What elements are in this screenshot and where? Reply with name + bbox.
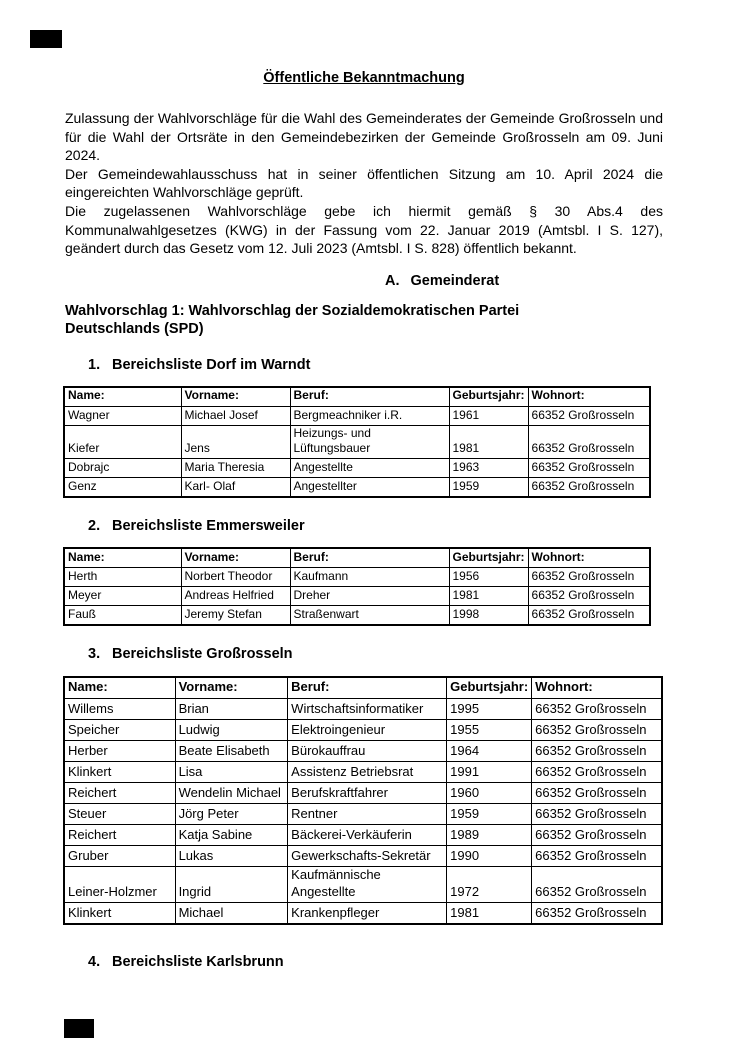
table-cell: Klinkert (64, 761, 175, 782)
bereichsliste-3-title: Bereichsliste Großrosseln (112, 645, 293, 662)
table-cell: Fauß (64, 605, 181, 625)
wahlvorschlag-1-heading (65, 302, 663, 338)
table-cell: Dobrajc (64, 458, 181, 477)
bereichsliste-2-title: Bereichsliste Emmersweiler (112, 517, 305, 534)
document-title: Öffentliche Bekanntmachung (263, 70, 465, 86)
table-cell: Angestellter (290, 477, 449, 497)
table-cell: 66352 Großrosseln (532, 866, 662, 902)
redaction-mark-bottom (64, 1019, 94, 1038)
table-cell: Kiefer (64, 425, 181, 458)
table-cell: 1961 (449, 406, 528, 425)
table-cell: Reichert (64, 824, 175, 845)
bereichsliste-1-title: Bereichsliste Dorf im Warndt (112, 356, 311, 373)
table-cell: 66352 Großrosseln (532, 845, 662, 866)
table-cell: 66352 Großrosseln (532, 803, 662, 824)
table-row (64, 477, 650, 497)
column-header: Beruf: (288, 677, 447, 699)
column-header: Vorname: (181, 387, 290, 407)
table-cell: Gewerkschafts-Sekretär (288, 845, 447, 866)
document-content (65, 0, 663, 970)
table-cell: Krankenpfleger (288, 902, 447, 924)
table-cell: 1972 (447, 866, 532, 902)
table-header-row (64, 677, 662, 699)
table-row (64, 605, 650, 625)
intro-paragraph-2: Der Gemeindewahlausschuss hat in seiner öffentlichen Sitzung am 10. April 2024 die eingereichten Wahlvorschläge geprüft. (65, 165, 663, 201)
column-header: Wohnort: (532, 677, 662, 699)
table-cell: Jeremy Stefan (181, 605, 290, 625)
table-cell: Meyer (64, 586, 181, 605)
table-cell: Andreas Helfried (181, 586, 290, 605)
column-header: Geburtsjahr: (447, 677, 532, 699)
table-cell: Angestellte (290, 458, 449, 477)
table-cell: 1990 (447, 845, 532, 866)
column-header: Geburtsjahr: (449, 548, 528, 568)
column-header: Vorname: (175, 677, 288, 699)
column-header: Wohnort: (528, 387, 650, 407)
table-cell: Leiner-Holzmer (64, 866, 175, 902)
table-row (64, 824, 662, 845)
table-cell: 1989 (447, 824, 532, 845)
table-row (64, 698, 662, 719)
table-cell: Michael Josef (181, 406, 290, 425)
table-cell: Rentner (288, 803, 447, 824)
section-a-label: Gemeinderat (410, 272, 500, 289)
table-cell: Berufskraftfahrer (288, 782, 447, 803)
table-cell: Willems (64, 698, 175, 719)
table-cell: Straßenwart (290, 605, 449, 625)
table-cell: 66352 Großrosseln (528, 477, 650, 497)
table-row (64, 586, 650, 605)
table-cell: 66352 Großrosseln (528, 586, 650, 605)
table-row (64, 761, 662, 782)
column-header: Vorname: (181, 548, 290, 568)
bereichsliste-1-heading (65, 357, 663, 373)
table-cell: Beate Elisabeth (175, 740, 288, 761)
table-cell: Jens (181, 425, 290, 458)
table-row (64, 406, 650, 425)
table-cell: 1959 (449, 477, 528, 497)
table-cell: 66352 Großrosseln (532, 719, 662, 740)
table-cell: 1959 (447, 803, 532, 824)
table-cell: Genz (64, 477, 181, 497)
table-cell: Ingrid (175, 866, 288, 902)
bereichsliste-2-heading (65, 518, 663, 534)
bereichsliste-3-number: 3. (88, 645, 101, 662)
table-cell: 66352 Großrosseln (528, 425, 650, 458)
table-row (64, 782, 662, 803)
table-row (64, 740, 662, 761)
table-cell: 1960 (447, 782, 532, 803)
table-cell: Brian (175, 698, 288, 719)
table-cell: 66352 Großrosseln (532, 902, 662, 924)
table-cell: Kaufmännische Angestellte (288, 866, 447, 902)
table-cell: 66352 Großrosseln (532, 761, 662, 782)
table-cell: 66352 Großrosseln (532, 740, 662, 761)
table-cell: 66352 Großrosseln (528, 605, 650, 625)
table-cell: 66352 Großrosseln (532, 824, 662, 845)
intro-paragraph-3: Die zugelassenen Wahlvorschläge gebe ich hiermit gemäß § 30 Abs.4 des Kommunalwahlgesetzes (KWG) in der Fassung vom 22. Januar 2019 (Amtsbl. I S. 127), geändert durch das Gesetz vom 12. Juli 2023 (Amtsbl. I S. 828) öffentlich bekannt. (65, 202, 663, 257)
table-cell: 66352 Großrosseln (532, 698, 662, 719)
column-header: Beruf: (290, 387, 449, 407)
table-cell: Katja Sabine (175, 824, 288, 845)
table-cell: Michael (175, 902, 288, 924)
table-cell: Lisa (175, 761, 288, 782)
table-row (64, 902, 662, 924)
table-cell: Norbert Theodor (181, 567, 290, 586)
table-cell: Steuer (64, 803, 175, 824)
section-a-heading (385, 273, 663, 289)
column-header: Beruf: (290, 548, 449, 568)
table-cell: 1964 (447, 740, 532, 761)
table-cell: Wendelin Michael (175, 782, 288, 803)
table-cell: Assistenz Betriebsrat (288, 761, 447, 782)
table-cell: Klinkert (64, 902, 175, 924)
table-cell: Reichert (64, 782, 175, 803)
table-cell: Kaufmann (290, 567, 449, 586)
table-dorf-im-warndt (63, 386, 651, 498)
table-cell: Herth (64, 567, 181, 586)
table-cell: 1981 (449, 586, 528, 605)
redaction-mark-top (30, 30, 62, 48)
table-cell: Karl- Olaf (181, 477, 290, 497)
table-cell: Lukas (175, 845, 288, 866)
table-cell: Wagner (64, 406, 181, 425)
bereichsliste-2-number: 2. (88, 517, 101, 534)
table-cell: Bäckerei-Verkäuferin (288, 824, 447, 845)
section-a-number: A. (385, 272, 400, 289)
column-header: Name: (64, 548, 181, 568)
wahlvorschlag-1-heading-line1: Wahlvorschlag 1: Wahlvorschlag der Sozialdemokratischen Partei (65, 302, 520, 319)
table-row (64, 425, 650, 458)
table-cell: Herber (64, 740, 175, 761)
table-cell: Gruber (64, 845, 175, 866)
table-cell: Heizungs- und Lüftungsbauer (290, 425, 449, 458)
column-header: Name: (64, 677, 175, 699)
wahlvorschlag-1-heading-line2: Deutschlands (SPD) (65, 320, 204, 337)
table-row (64, 567, 650, 586)
table-header-row (64, 548, 650, 568)
table-row (64, 719, 662, 740)
table-cell: Dreher (290, 586, 449, 605)
table-grossrosseln (63, 676, 663, 925)
bereichsliste-3-heading (65, 646, 663, 662)
table-row (64, 458, 650, 477)
table-cell: 1998 (449, 605, 528, 625)
table-cell: Bürokauffrau (288, 740, 447, 761)
table-row (64, 803, 662, 824)
column-header: Wohnort: (528, 548, 650, 568)
table-cell: Wirtschaftsinformatiker (288, 698, 447, 719)
table-cell: 1991 (447, 761, 532, 782)
bereichsliste-4-title: Bereichsliste Karlsbrunn (112, 953, 284, 970)
bereichsliste-4-heading (65, 954, 663, 970)
table-emmersweiler (63, 547, 651, 626)
table-cell: 66352 Großrosseln (528, 567, 650, 586)
table-cell: 66352 Großrosseln (528, 458, 650, 477)
table-cell: 1981 (449, 425, 528, 458)
table-header-row (64, 387, 650, 407)
table-cell: 1995 (447, 698, 532, 719)
column-header: Name: (64, 387, 181, 407)
table-cell: 66352 Großrosseln (532, 782, 662, 803)
table-cell: 1981 (447, 902, 532, 924)
intro-paragraph-1: Zulassung der Wahlvorschläge für die Wahl des Gemeinderates der Gemeinde Großrosseln und für die Wahl der Ortsräte in den Gemeindebezirken der Gemeinde Großrosseln am 09. Juni 2024. (65, 110, 663, 164)
table-cell: 1956 (449, 567, 528, 586)
table-row (64, 845, 662, 866)
table-cell: Ludwig (175, 719, 288, 740)
table-cell: Elektroingenieur (288, 719, 447, 740)
table-cell: Bergmeachniker i.R. (290, 406, 449, 425)
table-cell: 1955 (447, 719, 532, 740)
table-cell: Jörg Peter (175, 803, 288, 824)
column-header: Geburtsjahr: (449, 387, 528, 407)
table-row (64, 866, 662, 902)
bereichsliste-1-number: 1. (88, 356, 101, 373)
table-cell: Maria Theresia (181, 458, 290, 477)
table-cell: 66352 Großrosseln (528, 406, 650, 425)
table-cell: Speicher (64, 719, 175, 740)
bereichsliste-4-number: 4. (88, 953, 101, 970)
table-cell: 1963 (449, 458, 528, 477)
